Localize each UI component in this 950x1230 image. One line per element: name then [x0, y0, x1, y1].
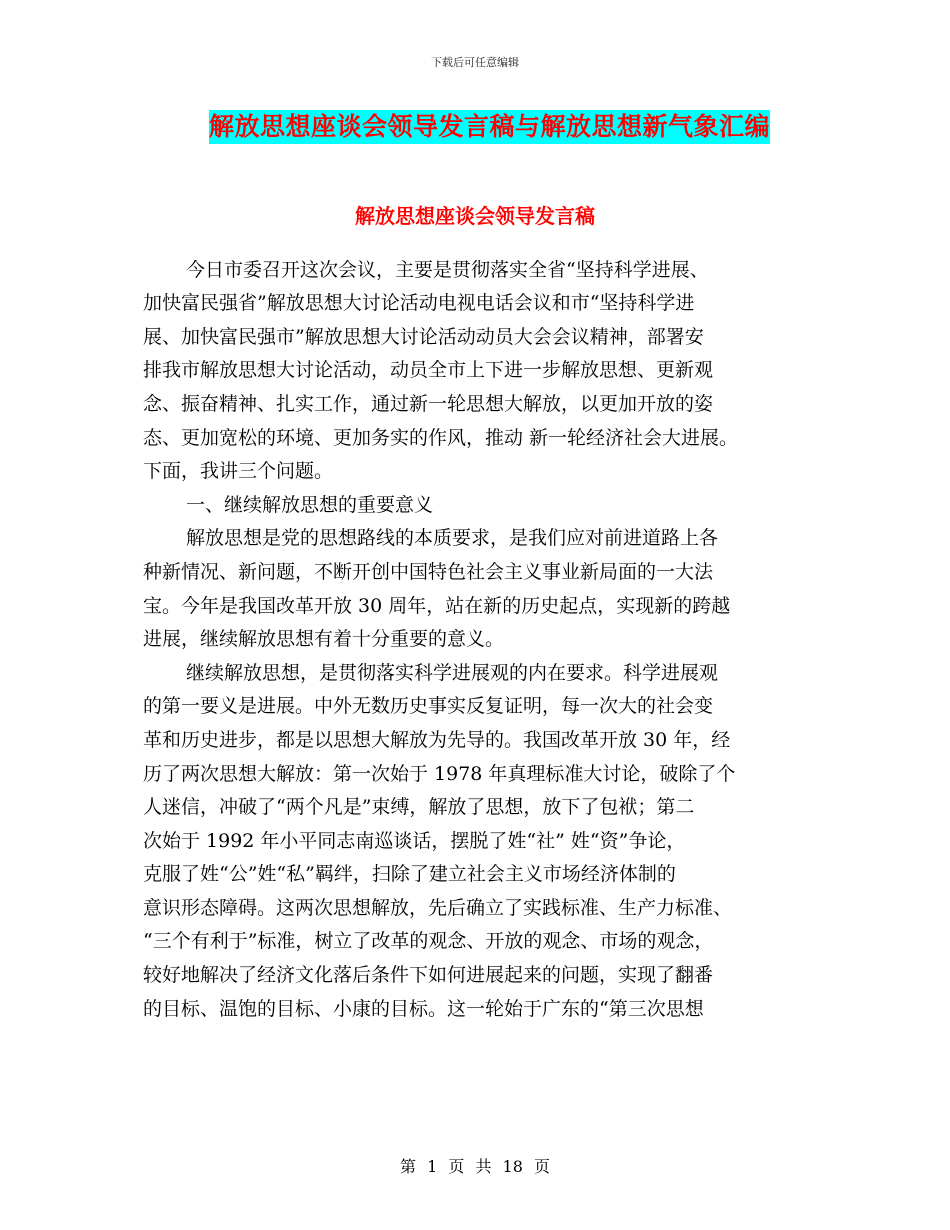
text-line: “三个有利于”标准，树立了改革的观念、开放的观念、市场的观念，	[143, 930, 714, 953]
text-line: 克服了姓“公”姓“私”羁绊，扫除了建立社会主义市场经济体制的	[143, 863, 676, 886]
text-line: 革和历史进步，都是以思想大解放为先导的。我国改革开放 30 年，经	[143, 728, 731, 751]
text-line: 展、加快富民强市”解放思想大讨论活动动员大会会议精神，部署安	[143, 325, 704, 348]
text-line: 人迷信，冲破了“两个凡是”束缚，解放了思想，放下了包袱；第二	[143, 796, 695, 819]
text-line: 加快富民强省”解放思想大讨论活动电视电话会议和市“坚持科学进	[143, 292, 695, 315]
page-footer: 第 1 页 共 18 页	[400, 1157, 550, 1176]
text-line: 的目标、温饱的目标、小康的目标。这一轮始于广东的“第三次思想	[143, 997, 704, 1020]
document-title: 解放思想座谈会领导发言稿与解放思想新气象汇编	[209, 110, 770, 144]
text-line: 宝。今年是我国改革开放 30 周年，站在新的历史起点，实现新的跨越	[143, 594, 731, 617]
text-line: 继续解放思想，是贯彻落实科学进展观的内在要求。科学进展观	[186, 661, 719, 684]
document-body	[143, 220, 808, 1026]
text-line: 较好地解决了经济文化落后条件下如何进展起来的问题，实现了翻番	[143, 964, 714, 987]
section-heading: 一、继续解放思想的重要意义	[186, 493, 434, 516]
text-line: 解放思想是党的思想路线的本质要求，是我们应对前进道路上各	[186, 527, 719, 550]
text-line: 进展，继续解放思想有着十分重要的意义。	[143, 628, 505, 651]
text-line: 念、振奋精神、扎实工作，通过新一轮思想大解放，以更加开放的姿	[143, 392, 714, 415]
text-line: 的第一要义是进展。中外无数历史事实反复证明，每一次大的社会变	[143, 695, 714, 718]
text-line: 今日市委召开这次会议，主要是贯彻落实全省“坚持科学进展、	[186, 258, 709, 281]
text-line: 次始于 1992 年小平同志南巡谈话，摆脱了姓“社” 姓“资”争论，	[143, 829, 686, 852]
text-line: 排我市解放思想大讨论活动，动员全市上下进一步解放思想、更新观	[143, 359, 714, 382]
page-header-note: 下载后可任意编辑	[431, 56, 519, 69]
text-line: 历了两次思想大解放：第一次始于 1978 年真理标准大讨论，破除了个	[143, 762, 736, 785]
text-line: 意识形态障碍。这两次思想解放，先后确立了实践标准、生产力标准、	[143, 896, 733, 919]
text-line: 种新情况、新问题，不断开创中国特色社会主义事业新局面的一大法	[143, 560, 714, 583]
section-title: 解放思想座谈会领导发言稿	[355, 204, 595, 228]
text-line: 下面，我讲三个问题。	[143, 460, 334, 483]
text-line: 态、更加宽松的环境、更加务实的作风，推动 新一轮经济社会大进展。	[143, 426, 739, 449]
